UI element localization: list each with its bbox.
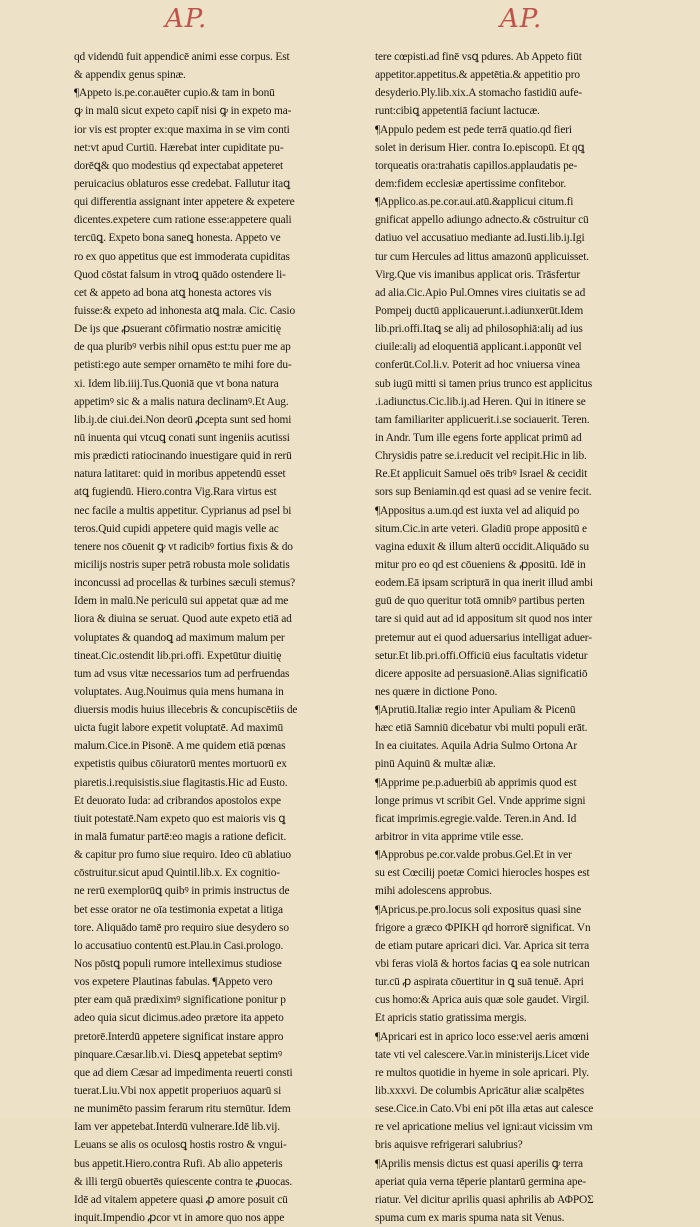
text-line: tate vti vel calescere.Var.in ministerijs.Licet vide [375, 1048, 590, 1061]
text-line: dicentes.expetere cum ratione esse:appetere quali [74, 214, 292, 227]
text-line: lib.pri.offi.Itaꝗ se aliȷ ad philosophiā:aliȷ ad ius [375, 323, 583, 336]
text-line: situm.Cic.in arte veteri. Gladiū prope appositū e [375, 522, 587, 535]
text-line: vagina eduxit & illum alterū occidit.Aliquādo su [375, 540, 589, 553]
text-line: inconcussi ad procellas & turbines sæculi stemus? [74, 577, 296, 590]
text-line: tam familiariter applicuerit.i.se sociauerit. Teren. [375, 413, 590, 426]
text-line: bris aquisve refrigerari salubrius? [375, 1139, 523, 1152]
text-line: nec facile a multis appetitur. Cyprianus ad psel bi [74, 504, 292, 517]
text-line: ad alia.Cic.Apio Pul.Omnes vires ciuitatis se ad [375, 286, 586, 299]
text-line: liora & diuina se seruat. Quod aute expeto etiā ad [74, 613, 292, 626]
text-line: atꝗ fugiendū. Hiero.contra Vig.Rara virtus est [74, 486, 277, 499]
text-line: mis prædicti ratiocinando inuestigare quid in rerū [74, 450, 292, 463]
text-line: conferūt.Col.li.v. Poterit ad hoc vniuersa vinea [375, 359, 580, 372]
text-line: ¶Apricari est in aprico loco esse:vel aeris amœni [375, 1030, 589, 1043]
text-line: tineat.Cic.ostendit lib.pri.offi. Expetūtur diuitię [74, 649, 282, 662]
running-head-left: AP. [165, 4, 208, 34]
text-line: dem:fidem ecclesiæ apertissime confitebor. [375, 177, 567, 190]
text-line: ¶Appositus a.um.qd est iuxta vel ad aliquid po [375, 504, 580, 517]
text-line: frigore a græco ΦΡΙΚΗ qd horrorē significat. Vn [375, 921, 591, 934]
text-line: nū inuenta qui vtcuꝗ conati sunt ingeniis acutissi [74, 431, 290, 444]
text-line: malum.Cice.in Pisonē. A me quidem etiā pœnas [74, 740, 286, 753]
text-line: Et deuorato Iuda: ad cribrandos apostolos expe [74, 794, 281, 807]
text-line: tere cœpisti.ad finē vsꝗ pdures. Ab Appeto fiūt [375, 51, 582, 63]
text-line: sub iugū mitti si tamen prius trunco est applicitus [375, 377, 592, 390]
text-line: & capitur pro fumo siue requiro. Ideo cū ablatiuo [74, 849, 291, 862]
text-line: guū de quo queritur totā omnibꝰ partibus perten [375, 595, 585, 608]
text-line: ne rerū exemplorūꝗ quibꝰ in primis instructus de [74, 885, 290, 898]
text-line: ¶Apricus.pe.pro.locus soli expositus quasi sine [375, 903, 581, 916]
text-line: solet in derisum Hier. contra Io.episcopū. Et qꝗ [375, 141, 585, 154]
text-line: xi. Idem lib.iiij.Tus.Quoniā que vt bona natura [74, 377, 279, 390]
text-line: pretorē.Interdū appetere significat instare appro [74, 1030, 284, 1043]
text-line: datiuo vel accusatiuo mediante ad.Iusti.lib.iȷ.Igi [375, 232, 585, 245]
text-line: longe primus vt scribit Gel. Vnde apprime signi [375, 794, 586, 807]
text-line: tercūꝗ. Expeto bona saneꝗ honesta. Appeto ve [74, 232, 281, 245]
text-line: ¶Aprutiū.Italiæ regio inter Apuliam & Picenū [375, 704, 576, 717]
text-line: nes quære in dictione Pono. [375, 685, 498, 698]
text-line: re vel apricatione melius vel igni:aut vicissim vm [375, 1121, 593, 1134]
text-line: re multos quotidie in hyeme in sole apricari. Ply. [375, 1066, 589, 1079]
text-line: ¶Apprime pe.p.aduerbiū ab apprimis quod est [375, 776, 577, 789]
text-line: riatur. Vel dicitur aprilis quasi aphrilis ab ΑΦΡΟΣ [375, 1193, 594, 1206]
text-line: in Andr. Tum ille egens forte applicat primū ad [375, 431, 582, 444]
text-line: piaretis.i.requisistis.siue flagitastis.Hic ad Eusto. [74, 776, 288, 789]
text-line: pter eam quā prædiximꝰ significatione ponitur p [74, 994, 286, 1007]
text-line: Virg.Que vis imanibus applicat oris. Trāsfertur [375, 268, 580, 281]
text-line: mihi adolescens approbus. [375, 885, 492, 898]
text-line: Idem in malū.Ne periculū sui appetat quæ ad me [74, 595, 289, 608]
text-line: lib.xxxvi. De columbis Apricātur aliæ scalpētes [375, 1085, 585, 1098]
text-line: Pompeiȷ ductū applicauerunt.i.adiunxerūt.Idem [375, 304, 584, 317]
text-line: pinquare.Cæsar.lib.vi. Diesꝗ appetebat septimꝰ [74, 1048, 283, 1061]
text-line: cus homo:& Aprica auis quæ sole gaudet. Virgil. [375, 994, 590, 1007]
text-line: cet & appeto ad bona atꝗ honesta actores vis [74, 286, 272, 299]
text-line: vbi feras violā & hortos facias ꝗ ea sole nutrican [375, 958, 590, 971]
text-line: Re.Et applicuit Samuel oēs tribꝰ Israel & cecidit [375, 468, 588, 481]
text-line: dicere apposite ad persuasionē.Alias significatiō [375, 667, 588, 680]
text-line: desyderio.Ply.lib.xix.A stomacho fastidiū aufe- [375, 87, 583, 100]
text-line: adeo quia sicut dicimus.adeo prætore ita appeto [74, 1012, 284, 1025]
text-line: tare si quid aut ad id appositum sit quod nos inter [375, 613, 592, 626]
text-line: natura latitaret: quid in moribus appetendū esset [74, 468, 286, 481]
text-line: ꝙ in malū sicut expeto capit̄ nisi ꝙ in expeto ma- [74, 105, 292, 118]
text-line: sese.Cice.in Cato.Vbi eni pōt illa ætas aut calesce [375, 1103, 594, 1116]
text-line: ne munimēto passim ferarum ritu sternūtur. Idem [74, 1103, 291, 1116]
text-line: Et apricis statio gratissima mergis. [375, 1012, 527, 1025]
text-line: teros.Quid cupidi appetere quid magis velle ac [74, 522, 279, 535]
text-line: qd videndū fuit appendicē animi esse corpus. Est [74, 51, 290, 63]
text-line: tur cum Hercules ad littus amazonū applicuisset. [375, 250, 589, 263]
text-line: tuerat.Liu.Vbi nox appetit properiuos aquarū si [74, 1085, 282, 1098]
text-line: inquit.Impendio ꝓcor vt in amore quo nos appe [74, 1212, 285, 1224]
text-line: & illi tergū obuertēs quiescente contra te ꝓuocas. [74, 1175, 293, 1188]
text-line: ¶Aprilis mensis dictus est quasi aperilis ꝙ terra [375, 1157, 583, 1170]
text-line: Nos pōstꝗ populi rumore intelleximus studiose [74, 958, 282, 971]
text-line: setur.Et lib.pri.offi.Officiū eius facultatis videtur [375, 649, 588, 662]
text-line: eodem.Eā ipsam scripturā in qua inerit illud ambi [375, 577, 593, 590]
text-line: tenere nos cōuenit ꝙ vt radicibꝰ fortius fixis & do [74, 540, 293, 553]
text-line: expetistis quibus cōiuratorū mentes mortuorū ex [74, 758, 287, 771]
text-line: peruicacius oblaturos esse credebat. Fallutur itaꝗ [74, 177, 291, 190]
text-line: sors sup Beniamin.qd est quasi ad se venire fecit. [375, 486, 592, 499]
text-line: bus appetit.Hiero.contra Rufi. Ab alio appeteris [74, 1157, 283, 1170]
text-line: Leuans se alis os oculosꝗ hostis rostro & vngui- [74, 1139, 287, 1152]
text-line: tore. Aliquādo tamē pro requiro siue desydero so [74, 921, 289, 934]
text-line: lo accusatiuo contentū est.Plau.in Casi.prologo. [74, 939, 284, 952]
text-line: petisti:ego aute semper ornamēto te mihi fore du- [74, 359, 292, 372]
text-line: Chrysidis patre se.i.reducit vel recipit.Hic in lib. [375, 450, 587, 463]
text-line: ro ex quo appetitus que est immoderata cupiditas [74, 250, 290, 263]
text-line: hæc etiā Samniū dicebatur vbi multi populi erāt. [375, 722, 588, 735]
text-line: voluptates & quandoꝗ ad maximum malum per [74, 631, 285, 644]
text-line: in malā fumatur partē:eo magis a ratione deficit. [74, 831, 287, 844]
running-head-right: AP. [500, 4, 543, 34]
text-line: vos expetere Plautinas fabulas. ¶Appeto vero [74, 976, 273, 989]
text-line: ¶Appulo pedem est pede terrā quatio.qd fieri [375, 123, 572, 136]
text-line: lib.iȷ.de ciui.dei.Non deorū ꝓcepta sunt sed homi [74, 413, 292, 426]
text-line: ciuile:aliȷ ad eloquentiā applicant.i.apponūt vel [375, 341, 582, 354]
text-line: arbitror in vita apprime vtile esse. [375, 831, 524, 844]
text-line: diuersis modis huius illecebris & concupiscētiis de [74, 704, 298, 717]
text-line: aperiat quia verna tēperie plantarū germina ape- [375, 1175, 587, 1188]
text-line: ¶Approbus pe.cor.valde probus.Gel.Et in ver [375, 849, 572, 862]
text-line: tum ad vsus vitæ necessarios tum ad perfruendas [74, 667, 290, 680]
text-line: net:vt apud Curtiū. Hærebat inter cupiditate pu- [74, 141, 284, 154]
text-line: Idē ad vitalem appetere quasi ꝓ amore posuit cū [74, 1193, 288, 1206]
text-line: Iam ver appetebat.Interdū vulnerare.Idē lib.vij. [74, 1121, 280, 1134]
text-line: spuma cum ex maris spuma nata sit Venus. [375, 1212, 565, 1224]
text-line: Quod cōstat falsum in vtroꝗ quādo ostendere li- [74, 268, 286, 281]
text-line: micilijs nostris super petrā robusta mole solidatis [74, 558, 290, 571]
right-text-column [375, 48, 667, 1227]
text-line: pretemur aut ei quod aduersarius intelligat aduer- [375, 631, 592, 644]
text-line: In ea ciuitates. Aquila Adria Sulmo Ortona Ar [375, 740, 578, 753]
text-line: mitur pro eo qd est cōueniens & ꝓpositū. Idē in [375, 558, 586, 571]
text-line: ¶Appeto is.pe.cor.auēter cupio.& tam in bonū [74, 87, 275, 100]
text-line: ior vis est propter ex:que maxima in se vim conti [74, 123, 290, 136]
text-line: appetitor.appetitus.& appetētia.& appetitio pro [375, 69, 580, 82]
text-line: ficat imprimis.egregie.valde. Teren.in And. Id [375, 812, 577, 825]
text-line: gnificat appello adiungo adnecto.& cōstruitur cū [375, 214, 589, 227]
text-line: que ad diem Cæsar ad impedimenta reuerti consti [74, 1066, 293, 1079]
text-line: uicta fugit labore expetit voluptatē. Ad maximū [74, 722, 283, 735]
text-line: su est Cœcilij poetæ Comici hierocles hospes est [375, 867, 590, 880]
text-line: de etiam putare apricari dici. Var. Aprica sit terra [375, 939, 590, 952]
text-line: bet esse orator ne oīa testimonia expetat a litiga [74, 903, 283, 916]
text-line: .i.adiunctus.Cic.lib.iȷ.ad Heren. Qui in itinere se [375, 395, 586, 408]
text-line: fuisse:& expeto ad inhonesta atꝗ mala. Cic. Casio [74, 304, 295, 317]
text-line: appetimꝰ sic & a malis natura declinamꝰ.Et Aug. [74, 395, 289, 408]
text-line: cōstruitur.sicut apud Quintil.lib.x. Ex cognitio- [74, 867, 280, 880]
text-line: ¶Applico.as.pe.cor.aui.atū.&applicui citum.fi [375, 196, 574, 209]
left-text-column [74, 48, 366, 1227]
text-line: voluptates. Aug.Nouimus quia mens humana in [74, 685, 284, 698]
text-line: tiuit potestatē.Nam expeto quo est maioris vis ꝗ [74, 812, 286, 825]
text-line: torqueatis ora:trahatis capillos.applaudatis pe- [375, 159, 578, 172]
text-line: runt:cibiꝗ appetentiā faciunt lactucæ. [375, 105, 540, 118]
text-line: qui differentia assignant inter appetere & expetere [74, 196, 295, 209]
text-line: de qua pluribꝰ verbis nihil opus est:tu puer me ap [74, 341, 291, 354]
text-line: tur.cū ꝓ aspirata cōuertitur in ꝗ suā tenuē. Apri [375, 976, 584, 989]
text-line: pinū Aquinū & multæ aliæ. [375, 758, 496, 771]
text-line: De iȷs que ꝓsuerant cōfirmatio nostræ amicitię [74, 323, 281, 336]
text-line: dorēꝗ& quo modestius qd expectabat appeteret [74, 159, 284, 172]
text-line: & appendix genus spinæ. [74, 69, 186, 82]
